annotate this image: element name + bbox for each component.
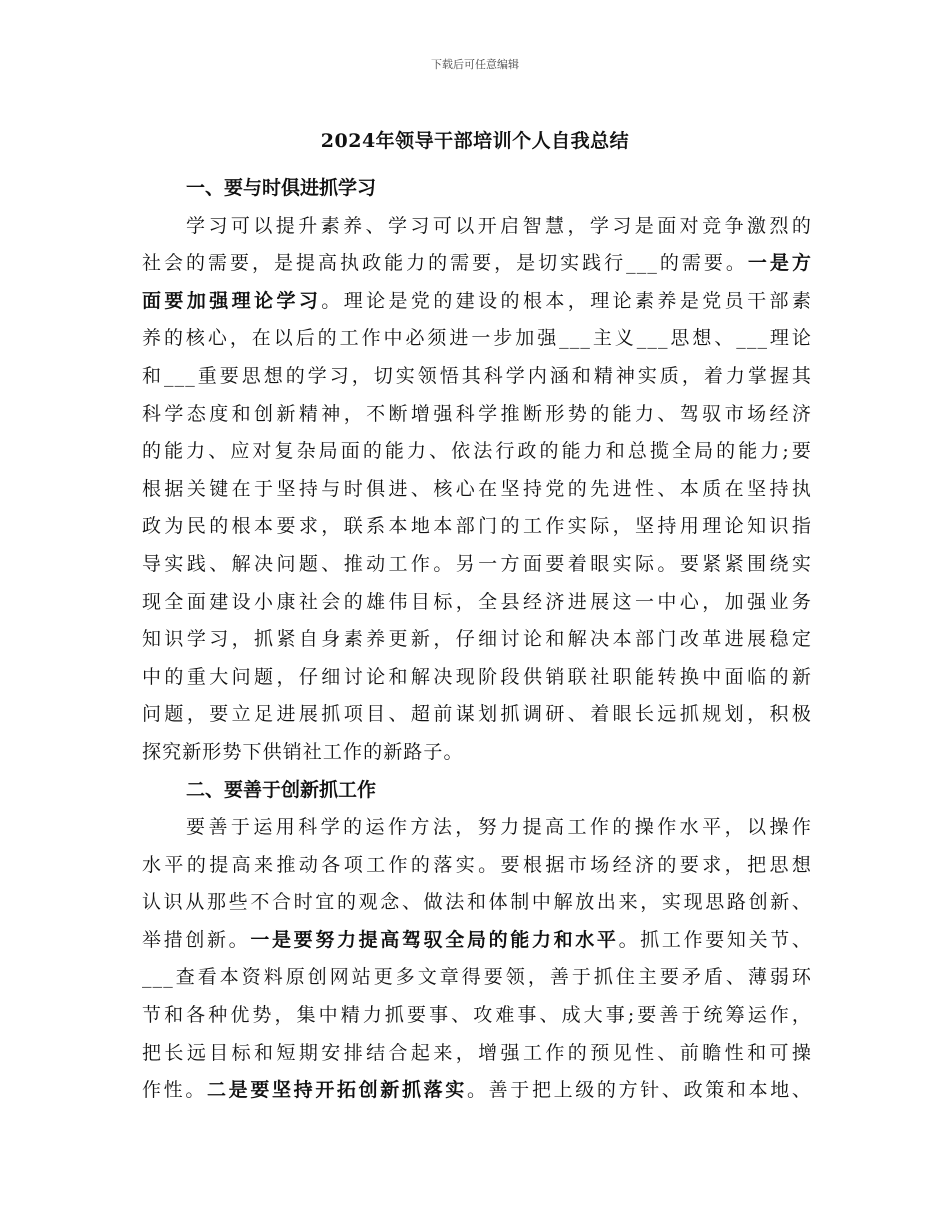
text-line <box>142 1035 812 1073</box>
text-line <box>142 884 812 922</box>
text-run: 认识从那些不合时宜的观念、做法和体制中解放出来，实现思路创新、 <box>142 891 812 914</box>
document-body <box>142 170 812 1110</box>
page-header-note: 下载后可任意编辑 <box>431 58 519 71</box>
text-run: 探究新形势下供销社工作的新路子。 <box>142 740 464 763</box>
text-line <box>142 847 812 885</box>
text-run: 问题，要立足进展抓项目、超前谋划抓调研、着眼长远抓规划，积极 <box>142 703 812 726</box>
text-line <box>142 696 812 734</box>
text-run: 。抓工作要知关节、 <box>618 928 812 951</box>
text-run: 现全面建设小康社会的雄伟目标，全县经济进展这一中心，加强业务 <box>142 590 812 613</box>
text-line <box>142 922 812 960</box>
text-line <box>142 546 812 584</box>
text-run: 根据关键在于坚持与时俱进、核心在坚持党的先进性、本质在坚持执 <box>142 477 812 500</box>
text-line <box>142 433 812 471</box>
text-run: 知识学习，抓紧自身素养更新，仔细讨论和解决本部门改革进展稳定 <box>142 628 812 651</box>
text-run: 科学态度和创新精神，不断增强科学推断形势的能力、驾驭市场经济 <box>142 402 812 425</box>
text-run: 把长远目标和短期安排结合起来，增强工作的预见性、前瞻性和可操 <box>142 1041 812 1064</box>
text-run: 水平的提高来推动各项工作的落实。要根据市场经济的要求，把思想 <box>142 853 812 876</box>
text-line <box>142 508 812 546</box>
text-line <box>142 659 812 697</box>
text-run: 作性。 <box>142 1079 207 1102</box>
text-run: 要善于运用科学的运作方法，努力提高工作的操作水平，以操作 <box>186 816 812 839</box>
bold-text: 一是方 <box>747 252 812 275</box>
text-line <box>142 245 812 283</box>
text-line <box>142 959 812 997</box>
section-heading: 二、要善于创新抓工作 <box>186 778 377 801</box>
document-title: 2024年领导干部培训个人自我总结 <box>320 130 630 152</box>
text-run: 。善于把上级的方针、政策和本地、 <box>466 1079 812 1102</box>
text-run: 社会的需要，是提高执政能力的需要，是切实践行___的需要。 <box>142 252 748 275</box>
text-run: 举措创新。 <box>142 928 251 951</box>
text-line <box>142 320 812 358</box>
text-line <box>142 358 812 396</box>
text-run: 中的重大问题，仔细讨论和解决现阶段供销联社职能转换中面临的新 <box>142 665 812 688</box>
bold-text: 二是要坚持开拓创新抓落实 <box>207 1079 467 1102</box>
text-run: 。理论是党的建设的根本，理论素养是党员干部素 <box>321 289 812 312</box>
text-run: 政为民的根本要求，联系本地本部门的工作实际，坚持用理论知识指 <box>142 515 812 538</box>
text-run: 学习可以提升素养、学习可以开启智慧，学习是面对竞争激烈的 <box>186 214 812 237</box>
text-line <box>142 208 812 246</box>
text-line <box>142 283 812 321</box>
bold-text: 面要加强理论学习 <box>142 289 322 312</box>
paragraph <box>142 809 812 1110</box>
text-line <box>142 396 812 434</box>
bold-text: 一是要努力提高驾驭全局的能力和水平 <box>250 928 619 951</box>
text-line <box>142 621 812 659</box>
text-run: 养的核心，在以后的工作中必须进一步加强___主义___思想、___理论 <box>142 327 812 350</box>
text-line <box>142 734 812 772</box>
text-run: 导实践、解决问题、推动工作。另一方面要着眼实际。要紧紧围绕实 <box>142 552 812 575</box>
text-run: 和___重要思想的学习，切实领悟其科学内涵和精神实质，着力掌握其 <box>142 364 812 387</box>
text-line <box>142 997 812 1035</box>
text-line <box>142 1072 812 1110</box>
text-run: 的能力、应对复杂局面的能力、依法行政的能力和总揽全局的能力;要 <box>142 440 812 463</box>
text-line <box>142 584 812 622</box>
section-heading: 一、要与时俱进抓学习 <box>186 177 377 199</box>
text-line <box>142 471 812 509</box>
text-run: 节和各种优势，集中精力抓要事、攻难事、成大事;要善于统筹运作， <box>142 1004 812 1027</box>
text-run: ___查看本资料原创网站更多文章得要领，善于抓住主要矛盾、薄弱环 <box>142 966 812 989</box>
paragraph <box>142 208 812 772</box>
text-line <box>142 809 812 847</box>
